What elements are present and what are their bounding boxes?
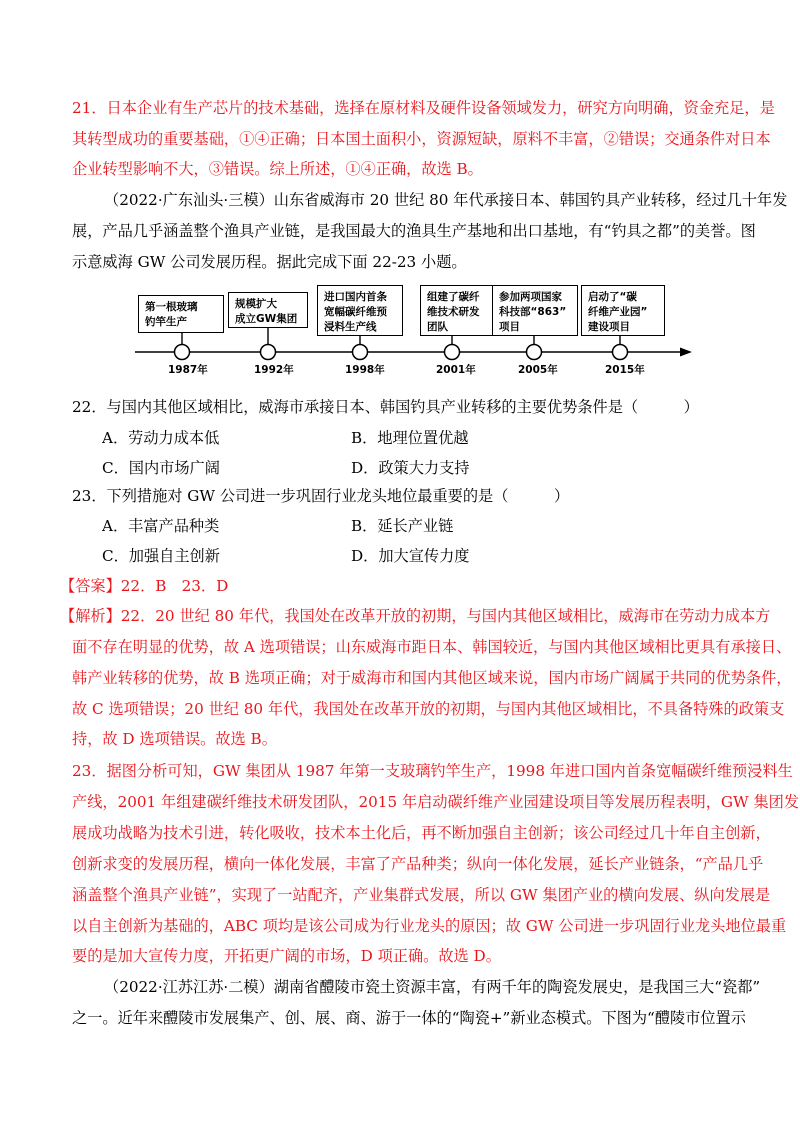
analysis-line: 故 C 选项错误；20 世纪 80 年代，我国处在改革开放的初期，与国内其他区域相比，不具备特殊的政策支: [72, 700, 785, 718]
question-23-stem: 23．下列措施对 GW 公司进一步巩固行业龙头地位最重要的是（ ）: [72, 487, 570, 505]
timeline-event-2005: 参加两项国家 科技部“863” 项目: [492, 285, 578, 336]
question-22-option-b: B．地理位置优越: [351, 429, 469, 447]
next-passage-line-2: 之一。近年来醴陵市发展集产、创、展、商、游于一体的“陶瓷+”新业态模式。下图为“醴陵市位置示: [72, 1009, 746, 1027]
analysis-line: 韩产业转移的优势，故 B 选项正确；对于威海市和国内其他区域来说，国内市场广阔属于共同的优势条件，: [72, 669, 792, 687]
q21-explanation-line-3: 企业转型影响不大，③错误。综上所述，①④正确，故选 B。: [72, 160, 483, 178]
question-23-option-b: B．延长产业链: [351, 517, 454, 535]
intro-line-2: 展，产品几乎涵盖整个渔具产业链，是我国最大的渔具生产基地和出口基地，有“钓具之都”的美誉。图: [72, 222, 756, 240]
question-23-option-c: C．加强自主创新: [102, 547, 220, 565]
timeline-year-1987: 1987年: [168, 364, 208, 376]
timeline-year-1998: 1998年: [345, 364, 385, 376]
question-22-stem: 22．与国内其他区域相比，威海市承接日本、韩国钓具产业转移的主要优势条件是（ ）: [72, 398, 699, 416]
q21-explanation-line-1: 21．日本企业有生产芯片的技术基础，选择在原材料及硬件设备领域发力，研究方向明确，资金充足，是: [72, 99, 775, 117]
timeline-year-2001: 2001年: [436, 364, 476, 376]
analysis-line: 创新求变的发展历程，横向一体化发展，丰富了产品种类；纵向一体化发展，延长产业链条，“产品几乎: [72, 855, 764, 873]
timeline-event-2001: 组建了碳纤 维技术研发 团队: [420, 285, 494, 336]
analysis-line: 面不存在明显的优势，故 A 选项错误；山东威海市距日本、韩国较近，与国内其他区域相比更具有承接日、: [72, 638, 792, 656]
timeline-year-2005: 2005年: [518, 364, 558, 376]
intro-line-1: （2022·广东汕头·三模）山东省威海市 20 世纪 80 年代承接日本、韩国钓具产业转移，经过几十年发: [104, 191, 788, 209]
timeline-event-1998: 进口国内首条 宽幅碳纤维预 浸料生产线: [317, 285, 403, 336]
analysis-line: 展成功战略为技术引进，转化吸收，技术本土化后，再不断加强自主创新；该公司经过几十年自主创新，: [72, 824, 771, 842]
analysis-line: 23．据图分析可知，GW 集团从 1987 年第一支玻璃钓竿生产，1998 年进口国内首条宽幅碳纤维预浸料生: [72, 762, 793, 780]
timeline-event-1992: 规模扩大 成立GW集团: [228, 292, 308, 328]
analysis-line: 要的是加大宣传力度，开拓更广阔的市场，D 项正确。故选 D。: [72, 947, 501, 965]
analysis-line: 涵盖整个渔具产业链”，实现了一站配齐，产业集群式发展，所以 GW 集团产业的横向发展、纵向发展是: [72, 886, 771, 904]
next-passage-line-1: （2022·江苏江苏·二模）湖南省醴陵市瓷土资源丰富，有两千年的陶瓷发展史，是我国三大“瓷都”: [104, 978, 761, 996]
question-23-option-a: A．丰富产品种类: [102, 517, 220, 535]
timeline-event-2015: 启动了“碳 纤维产业园” 建设项目: [581, 285, 665, 336]
question-22-option-c: C．国内市场广阔: [102, 459, 220, 477]
timeline-year-1992: 1992年: [254, 364, 294, 376]
analysis-line: 产线，2001 年组建碳纤维技术研发团队，2015 年启动碳纤维产业园建设项目等发展历程表明，GW 集团发: [72, 793, 800, 811]
analysis-tag: 【解析】: [60, 607, 121, 625]
question-22-option-d: D．政策大力支持: [351, 459, 470, 477]
answer-text: 22．B 23．D: [120, 577, 229, 595]
question-22-option-a: A．劳动力成本低: [102, 429, 220, 447]
timeline-year-2015: 2015年: [605, 364, 645, 376]
question-23-option-d: D．加大宣传力度: [351, 547, 470, 565]
analysis-text: 22．20 世纪 80 年代，我国处在改革开放的初期，与国内其他区域相比，威海市在劳动力成本方: [120, 607, 771, 625]
q21-explanation-line-2: 其转型成功的重要基础，①④正确；日本国土面积小，资源短缺，原料不丰富，②错误；交通条件对日本: [72, 130, 771, 148]
analysis-first-line: [60, 606, 770, 626]
answer-line: [60, 576, 228, 596]
answer-tag: 【答案】: [60, 577, 121, 595]
analysis-line: 以自主创新为基础的，ABC 项均是该公司成为行业龙头的原因；故 GW 公司进一步巩固行业龙头地位最重: [72, 917, 787, 935]
analysis-line: 持，故 D 选项错误。故选 B。: [72, 730, 277, 748]
timeline-event-1987: 第一根玻璃 钓竿生产: [138, 295, 224, 333]
intro-line-3: 示意威海 GW 公司发展历程。据此完成下面 22-23 小题。: [72, 253, 467, 271]
